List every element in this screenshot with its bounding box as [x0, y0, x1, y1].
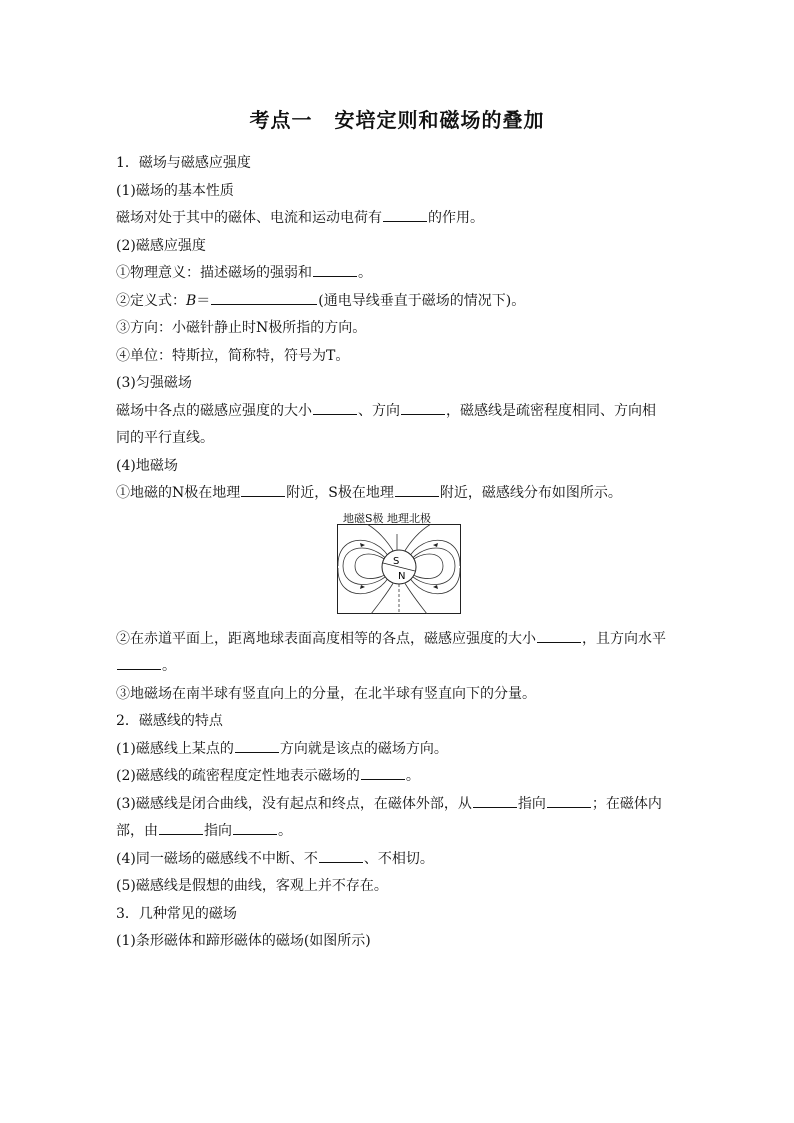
fill-blank[interactable] [235, 738, 279, 753]
subsection-heading: (2)磁感应强度 [116, 237, 206, 254]
pole-label-n: N [398, 570, 406, 582]
fill-blank[interactable] [319, 848, 363, 863]
list-item: (2)磁感线的疏密程度定性地表示磁场的 。 [116, 763, 682, 791]
paragraph: 磁场中各点的磁感应强度的大小 、方向 ，磁感线是疏密程度相同、方向相 [116, 398, 682, 426]
fill-blank[interactable] [159, 820, 203, 835]
section-3-heading: 3．几种常见的磁场 [116, 905, 237, 922]
fill-blank[interactable] [383, 207, 427, 222]
subsection-heading: (1)磁场的基本性质 [116, 182, 234, 199]
fill-blank[interactable] [361, 765, 405, 780]
fill-blank[interactable] [241, 482, 285, 497]
paragraph: 磁场对处于其中的磁体、电流和运动电荷有 的作用。 [116, 205, 682, 233]
list-item: ②定义式：B＝ (通电导线垂直于磁场的情况下)。 [116, 288, 682, 316]
title-topic-number: 考点一 [249, 108, 313, 132]
list-item: (5)磁感线是假想的曲线，客观上并不存在。 [116, 878, 388, 894]
pole-label-s: S [393, 555, 400, 567]
fill-blank[interactable] [313, 262, 357, 277]
earth-magnetic-field-figure [116, 510, 682, 622]
fill-blank[interactable] [211, 290, 317, 305]
fill-blank[interactable] [473, 793, 517, 808]
section-1-heading: 1．磁场与磁感应强度 [116, 155, 251, 171]
list-item: (1)条形磁体和蹄形磁体的磁场(如图所示) [116, 933, 371, 949]
list-item: ①地磁的N极在地理 附近，S极在地理 附近，磁感线分布如图所示。 [116, 480, 682, 508]
subsection-heading: (3)匀强磁场 [116, 375, 192, 391]
paragraph: 同的平行直线。 [116, 430, 214, 446]
fill-blank[interactable] [117, 655, 161, 670]
fill-blank[interactable] [537, 628, 581, 643]
list-item: ④单位：特斯拉，简称特，符号为T。 [116, 347, 350, 364]
list-item: ③地磁场在南半球有竖直向上的分量，在北半球有竖直向下的分量。 [116, 685, 536, 702]
fill-blank[interactable] [233, 820, 277, 835]
section-2-heading: 2．磁感线的特点 [116, 713, 223, 729]
list-item-continuation: 部，由 指向 。 [116, 818, 682, 846]
list-item-continuation: 。 [116, 653, 682, 681]
list-item: ②在赤道平面上，距离地球表面高度相等的各点，磁感应强度的大小 ，且方向水平 [116, 626, 682, 654]
list-item: (3)磁感线是闭合曲线，没有起点和终点，在磁体外部，从 指向 ；在磁体内 [116, 791, 682, 819]
subsection-heading: (4)地磁场 [116, 457, 178, 474]
fill-blank[interactable] [395, 482, 439, 497]
fill-blank[interactable] [547, 793, 591, 808]
content-body [116, 150, 682, 956]
fill-blank[interactable] [401, 400, 445, 415]
fill-blank[interactable] [313, 400, 357, 415]
title-topic-name: 安培定则和磁场的叠加 [334, 108, 545, 132]
page-title [0, 104, 794, 133]
magnetic-field-diagram [337, 524, 461, 614]
list-item: ③方向：小磁针静止时N极所指的方向。 [116, 320, 367, 336]
list-item: (1)磁感线上某点的 方向就是该点的磁场方向。 [116, 736, 682, 764]
figure-caption: 地磁S极 地理北极 [343, 511, 432, 525]
list-item: ①物理意义：描述磁场的强弱和 。 [116, 260, 682, 288]
formula-variable: B [186, 292, 197, 309]
list-item: (4)同一磁场的磁感线不中断、不 、不相切。 [116, 846, 682, 874]
